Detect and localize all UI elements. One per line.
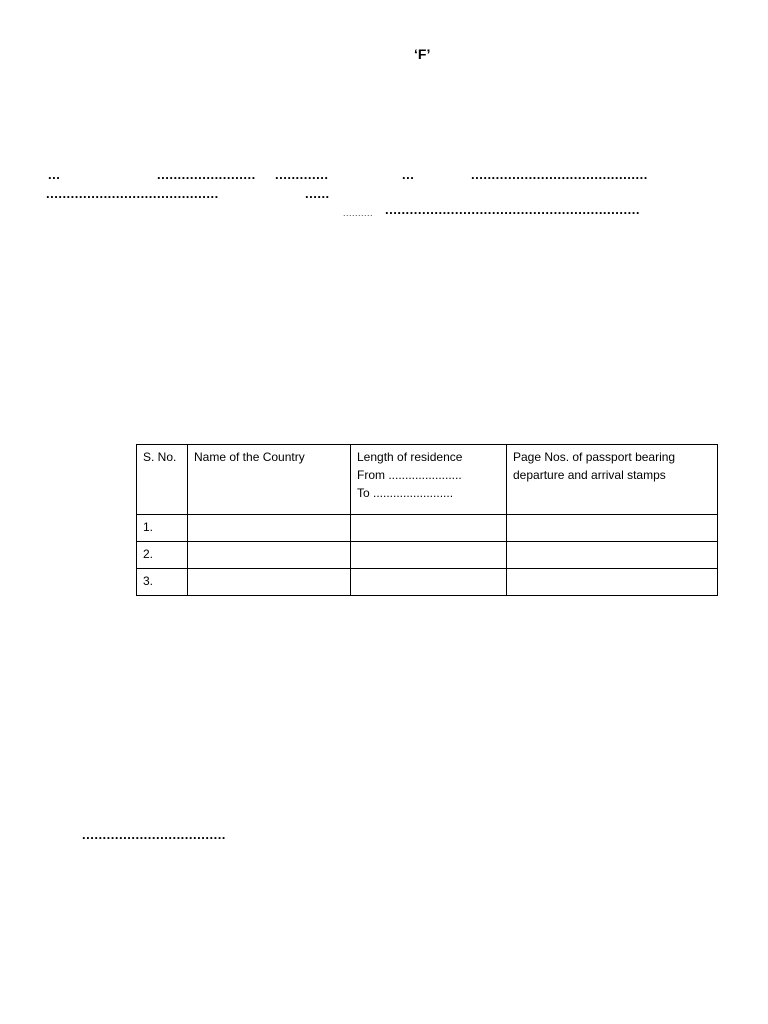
header-sno: S. No. [137,445,188,515]
form-title: ‘F’ [414,46,431,62]
table-row [137,542,718,569]
blank-line[interactable]: .............................................................. [385,202,640,217]
cell-sno: 3. [137,569,188,596]
blank-line[interactable]: ...... [305,186,330,201]
blank-line[interactable]: ........................ [157,167,256,182]
header-length-label: Length of residence [357,450,463,464]
blank-line[interactable]: ... [402,167,415,182]
table-row [137,515,718,542]
signature-line[interactable]: ................................... [82,827,226,842]
header-from-label: From ...................... [357,468,462,482]
blank-line[interactable]: ............. [275,167,329,182]
header-to-label: To ........................ [357,486,454,500]
residence-table [136,444,718,596]
cell-pages[interactable] [507,515,718,542]
blank-line[interactable]: ........................................... [471,167,648,182]
blank-line-prefix: .......... [343,208,374,218]
header-country: Name of the Country [188,445,351,515]
cell-length[interactable] [351,515,507,542]
cell-country[interactable] [188,569,351,596]
table-header-row [137,445,718,515]
blank-line[interactable]: .......................................... [46,186,219,201]
header-length-of-residence [351,445,507,515]
table-row [137,569,718,596]
cell-length[interactable] [351,569,507,596]
cell-pages[interactable] [507,569,718,596]
cell-pages[interactable] [507,542,718,569]
cell-country[interactable] [188,542,351,569]
blank-line[interactable]: ... [48,167,61,182]
header-passport-pages: Page Nos. of passport bearing departure and arrival stamps [507,445,718,515]
cell-length[interactable] [351,542,507,569]
cell-sno: 2. [137,542,188,569]
cell-sno: 1. [137,515,188,542]
cell-country[interactable] [188,515,351,542]
